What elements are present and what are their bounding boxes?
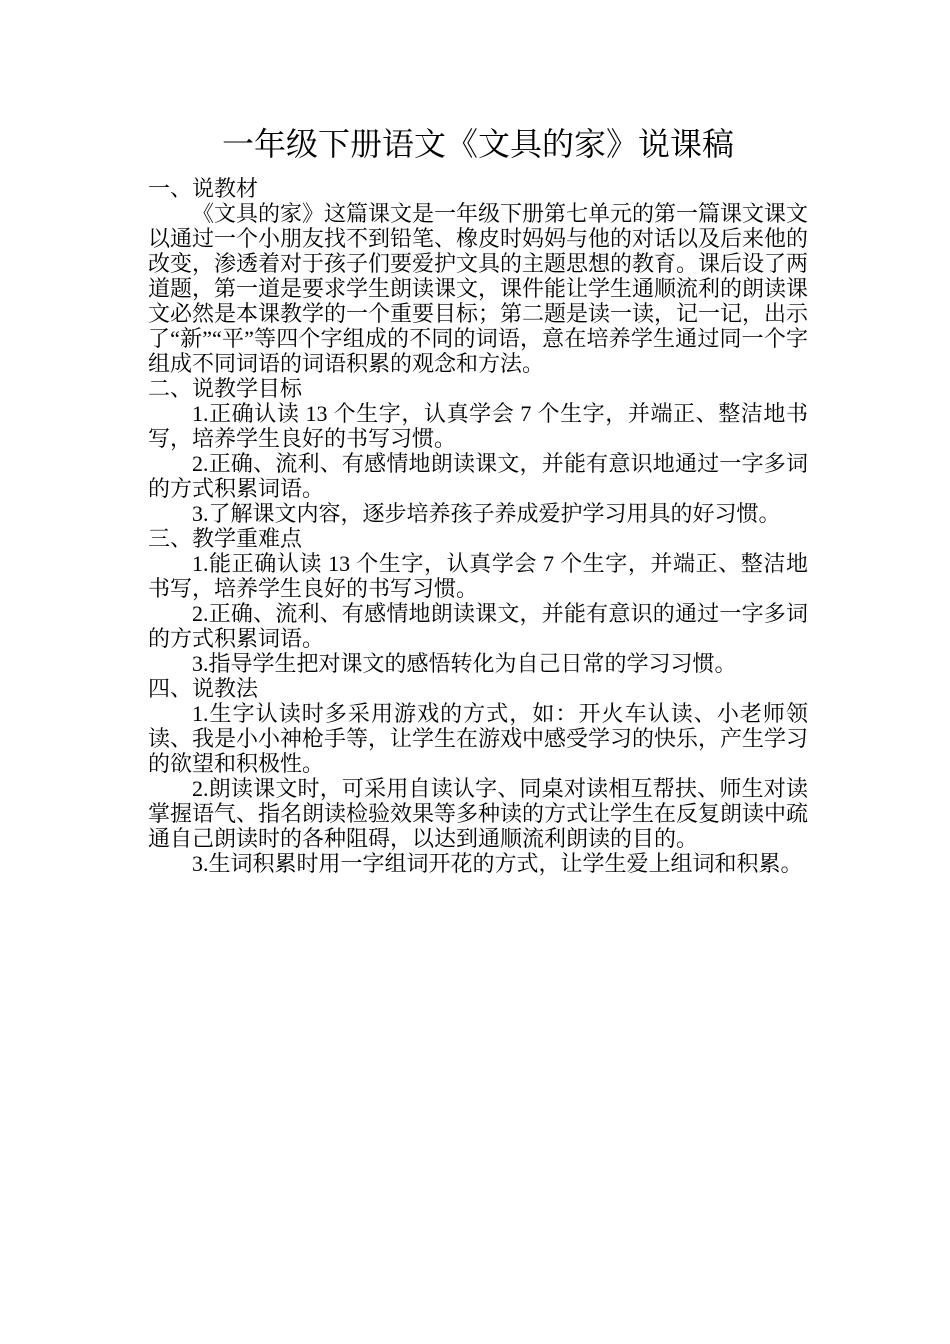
paragraph: 3.了解课文内容，逐步培养孩子养成爱护学习用具的好习惯。 — [192, 501, 781, 526]
paragraph: 1.生字认读时多采用游戏的方式，如：开火车认读、小老师领读、我是小小神枪手等，让学生在游戏中感受学习的快乐，产生学习的欲望和积极性。 — [148, 701, 809, 776]
document-title: 一年级下册语文《文具的家》说课稿 — [221, 126, 734, 162]
paragraph: 2.正确、流利、有感情地朗读课文，并能有意识的通过一字多词的方式积累词语。 — [148, 601, 808, 651]
section-heading: 四、说教法 — [148, 676, 259, 701]
paragraph: 《文具的家》这篇课文是一年级下册第七单元的第一篇课文课文以通过一个小朋友找不到铅笔、橡皮时妈妈与他的对话以及后来他的改变，渗透着对于孩子们要爱护文具的主题思想的教育。课后设了两道题，第一道是要求学生朗读课文，课件能让学生通顺流利的朗读课文必然是本课教学的一个重要目标；第二题是读一读，记一记，出示了“新”“平”等四个字组成的不同的词语，意在培养学生通过同一个字组成不同词语的词语积累的观念和方法。 — [148, 201, 809, 376]
section-heading: 二、说教学目标 — [148, 376, 303, 401]
paragraph: 3.生词积累时用一字组词开花的方式，让学生爱上组词和积累。 — [192, 851, 803, 876]
paragraph: 2.正确、流利、有感情地朗读课文，并能有意识地通过一字多词的方式积累词语。 — [148, 451, 808, 501]
section-heading: 一、说教材 — [148, 176, 259, 201]
section-heading: 三、教学重难点 — [148, 526, 303, 551]
paragraph: 1.能正确认读 13 个生字，认真学会 7 个生字，并端正、整洁地书写，培养学生良好的书写习惯。 — [148, 551, 808, 601]
document-content — [148, 120, 808, 876]
document-body — [148, 176, 808, 876]
paragraph: 1.正确认读 13 个生字，认真学会 7 个生字，并端正、整洁地书写，培养学生良好的书写习惯。 — [148, 401, 808, 451]
paragraph: 2.朗读课文时，可采用自读认字、同桌对读相互帮扶、师生对读掌握语气、指名朗读检验效果等多种读的方式让学生在反复朗读中疏通自己朗读时的各种阻碍，以达到通顺流利朗读的目的。 — [148, 776, 809, 851]
paragraph: 3.指导学生把对课文的感悟转化为自己日常的学习习惯。 — [192, 651, 737, 676]
